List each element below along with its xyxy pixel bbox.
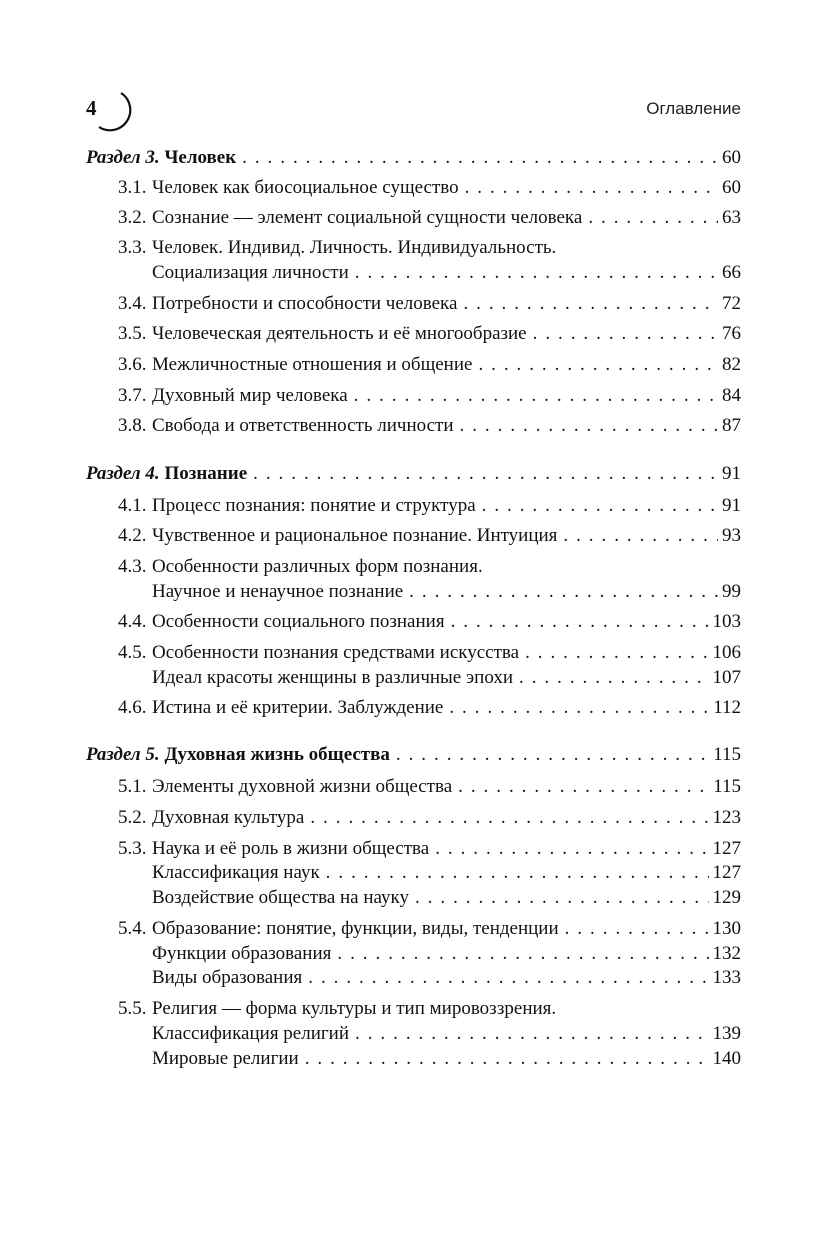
- toc-title: Особенности социального познания: [152, 611, 445, 632]
- toc-number: 4.5.: [118, 642, 147, 663]
- toc-sub-science-classification[interactable]: [0, 860, 741, 886]
- toc-chapter-4-1[interactable]: [0, 493, 741, 519]
- toc-title: Духовная культура: [152, 807, 305, 828]
- toc-title: [86, 742, 390, 768]
- section-title: Познание: [164, 463, 248, 484]
- toc-number: 4.2.: [118, 525, 147, 546]
- toc-sub-society-on-science[interactable]: [0, 885, 741, 911]
- toc-number: 5.5.: [118, 998, 147, 1019]
- page-ref: 139: [712, 1023, 741, 1044]
- toc-chapter-5-1[interactable]: [0, 774, 741, 800]
- decorative-arc: [93, 87, 139, 133]
- page-ref: 127: [712, 838, 741, 859]
- toc-number: 4.3.: [118, 556, 147, 577]
- page-ref: 91: [722, 495, 741, 516]
- dot-leader: [355, 1021, 708, 1047]
- page-ref: 106: [712, 642, 741, 663]
- toc-title: Процесс познания: понятие и структура: [152, 495, 476, 516]
- page-ref: 115: [713, 744, 741, 765]
- page-number: 4: [86, 96, 97, 120]
- toc-sub-world-religions[interactable]: [0, 1046, 741, 1072]
- dot-leader: [519, 665, 708, 691]
- dot-leader: [337, 941, 708, 967]
- page-ref: 123: [712, 807, 741, 828]
- toc-title: Социализация личности: [152, 262, 349, 283]
- toc-title: Истина и её критерии. Заблуждение: [152, 697, 444, 718]
- page-ref: 63: [722, 207, 741, 228]
- section-title: Человек: [164, 147, 237, 168]
- page-ref: 130: [712, 918, 741, 939]
- toc-sub-education-types[interactable]: [0, 965, 741, 991]
- toc-title: Чувственное и рациональное познание. Интуиция: [152, 525, 558, 546]
- toc-sub-beauty-ideal[interactable]: [0, 665, 741, 691]
- toc-title: Классификация наук: [152, 862, 320, 883]
- page-ref: 132: [712, 943, 741, 964]
- dot-leader: [465, 175, 718, 201]
- toc-number: 3.2.: [118, 207, 147, 228]
- toc-title: Особенности познания средствами искусства: [152, 642, 520, 663]
- toc-section-3[interactable]: [0, 145, 741, 171]
- page-ref: 115: [713, 776, 741, 797]
- toc-number: 5.4.: [118, 918, 147, 939]
- toc-title: Человек. Индивид. Личность. Индивидуальность.: [152, 237, 557, 258]
- dot-leader: [463, 291, 718, 317]
- toc-title: Человек как биосоциальное существо: [152, 177, 459, 198]
- dot-leader: [525, 640, 708, 666]
- toc-title: Виды образования: [152, 967, 303, 988]
- toc-number: 3.1.: [118, 177, 147, 198]
- toc-chapter-3-5[interactable]: [0, 321, 741, 347]
- dot-leader: [242, 145, 718, 171]
- dot-leader: [310, 805, 708, 831]
- page-ref: 107: [712, 667, 741, 688]
- page-ref: 129: [712, 887, 741, 908]
- toc-chapter-4-4[interactable]: [0, 609, 741, 635]
- page-ref: 133: [712, 967, 741, 988]
- page-ref: 140: [712, 1048, 741, 1069]
- page-ref: 91: [722, 463, 741, 484]
- section-label: Раздел 3.: [86, 147, 160, 168]
- dot-leader: [482, 493, 718, 519]
- page-ref: 112: [713, 697, 741, 718]
- dot-leader: [478, 352, 718, 378]
- toc-chapter-3-2[interactable]: [0, 205, 741, 231]
- toc-number: 4.6.: [118, 697, 147, 718]
- page-ref: 127: [712, 862, 741, 883]
- toc-number: 3.7.: [118, 385, 147, 406]
- dot-leader: [355, 260, 718, 286]
- dot-leader: [308, 965, 708, 991]
- dot-leader: [449, 695, 709, 721]
- toc-title: Свобода и ответственность личности: [152, 415, 454, 436]
- toc-chapter-3-7[interactable]: [0, 383, 741, 409]
- toc-number: 3.3.: [118, 237, 147, 258]
- toc-chapter-3-6[interactable]: [0, 352, 741, 378]
- toc-title: Функции образования: [152, 943, 332, 964]
- dot-leader: [451, 609, 709, 635]
- page-ref: 103: [712, 611, 741, 632]
- toc-number: 3.5.: [118, 323, 147, 344]
- toc-number: 5.2.: [118, 807, 147, 828]
- toc-title: Классификация религий: [152, 1023, 350, 1044]
- page-ref: 76: [722, 323, 741, 344]
- page-ref: 82: [722, 354, 741, 375]
- dot-leader: [396, 742, 709, 768]
- toc-chapter-5-2[interactable]: [0, 805, 741, 831]
- toc-chapter-3-8[interactable]: [0, 413, 741, 439]
- page-ref: 84: [722, 385, 741, 406]
- toc-sub-education-functions[interactable]: [0, 941, 741, 967]
- page-ref: 60: [722, 147, 741, 168]
- dot-leader: [354, 383, 718, 409]
- toc-chapter-4-5[interactable]: [0, 640, 741, 666]
- page-ref: 66: [722, 262, 741, 283]
- toc-chapter-5-3[interactable]: [0, 836, 741, 862]
- section-title: Духовная жизнь общества: [164, 744, 390, 765]
- running-head: Оглавление: [646, 99, 741, 118]
- page-ref: 99: [722, 581, 741, 602]
- toc-chapter-3-3-cont[interactable]: [0, 260, 741, 286]
- section-label: Раздел 5.: [86, 744, 160, 765]
- toc-chapter-3-4[interactable]: [0, 291, 741, 317]
- dot-leader: [435, 836, 708, 862]
- toc-chapter-4-3[interactable]: [0, 554, 741, 580]
- dot-leader: [458, 774, 709, 800]
- toc-number: 3.8.: [118, 415, 147, 436]
- toc-chapter-4-6[interactable]: [0, 695, 741, 721]
- toc-chapter-5-5[interactable]: [0, 996, 741, 1022]
- toc-chapter-5-4[interactable]: [0, 916, 741, 942]
- toc-chapter-4-2[interactable]: [0, 523, 741, 549]
- toc-title: Духовный мир человека: [152, 385, 348, 406]
- dot-leader: [563, 523, 718, 549]
- toc-title: Человеческая деятельность и её многообразие: [152, 323, 527, 344]
- toc-title: Сознание — элемент социальной сущности человека: [152, 207, 583, 228]
- toc-number: 4.1.: [118, 495, 147, 516]
- toc-number: 5.1.: [118, 776, 147, 797]
- dot-leader: [305, 1046, 709, 1072]
- toc-title: [86, 145, 236, 171]
- page-ref: 60: [722, 177, 741, 198]
- toc-title: Потребности и способности человека: [152, 293, 458, 314]
- toc-title: Воздействие общества на науку: [152, 887, 409, 908]
- dot-leader: [409, 579, 718, 605]
- page-ref: 87: [722, 415, 741, 436]
- toc-title: [86, 461, 247, 487]
- toc-number: 5.3.: [118, 838, 147, 859]
- toc-section-5[interactable]: [0, 742, 741, 768]
- dot-leader: [253, 461, 718, 487]
- page-ref: 93: [722, 525, 741, 546]
- toc-title: Наука и её роль в жизни общества: [152, 838, 430, 859]
- toc-title: Образование: понятие, функции, виды, тенденции: [152, 918, 559, 939]
- section-label: Раздел 4.: [86, 463, 160, 484]
- toc-number: 4.4.: [118, 611, 147, 632]
- dot-leader: [565, 916, 709, 942]
- dot-leader: [326, 860, 709, 886]
- toc-title: Особенности различных форм познания.: [152, 556, 483, 577]
- toc-chapter-4-3-cont[interactable]: [0, 579, 741, 605]
- toc-chapter-5-5-cont[interactable]: [0, 1021, 741, 1047]
- toc-title: Мировые религии: [152, 1048, 299, 1069]
- toc-title: Идеал красоты женщины в различные эпохи: [152, 667, 514, 688]
- toc-title: Элементы духовной жизни общества: [152, 776, 453, 797]
- toc-number: 3.6.: [118, 354, 147, 375]
- toc-title: Межличностные отношения и общение: [152, 354, 473, 375]
- toc-title: Научное и ненаучное познание: [152, 581, 404, 602]
- toc-title: Религия — форма культуры и тип мировоззрения.: [152, 998, 557, 1019]
- toc-chapter-3-1[interactable]: [0, 175, 741, 201]
- dot-leader: [460, 413, 718, 439]
- dot-leader: [415, 885, 709, 911]
- dot-leader: [533, 321, 718, 347]
- dot-leader: [588, 205, 718, 231]
- toc-section-4[interactable]: [0, 461, 741, 487]
- page-ref: 72: [722, 293, 741, 314]
- toc-number: 3.4.: [118, 293, 147, 314]
- toc-chapter-3-3[interactable]: [0, 235, 741, 261]
